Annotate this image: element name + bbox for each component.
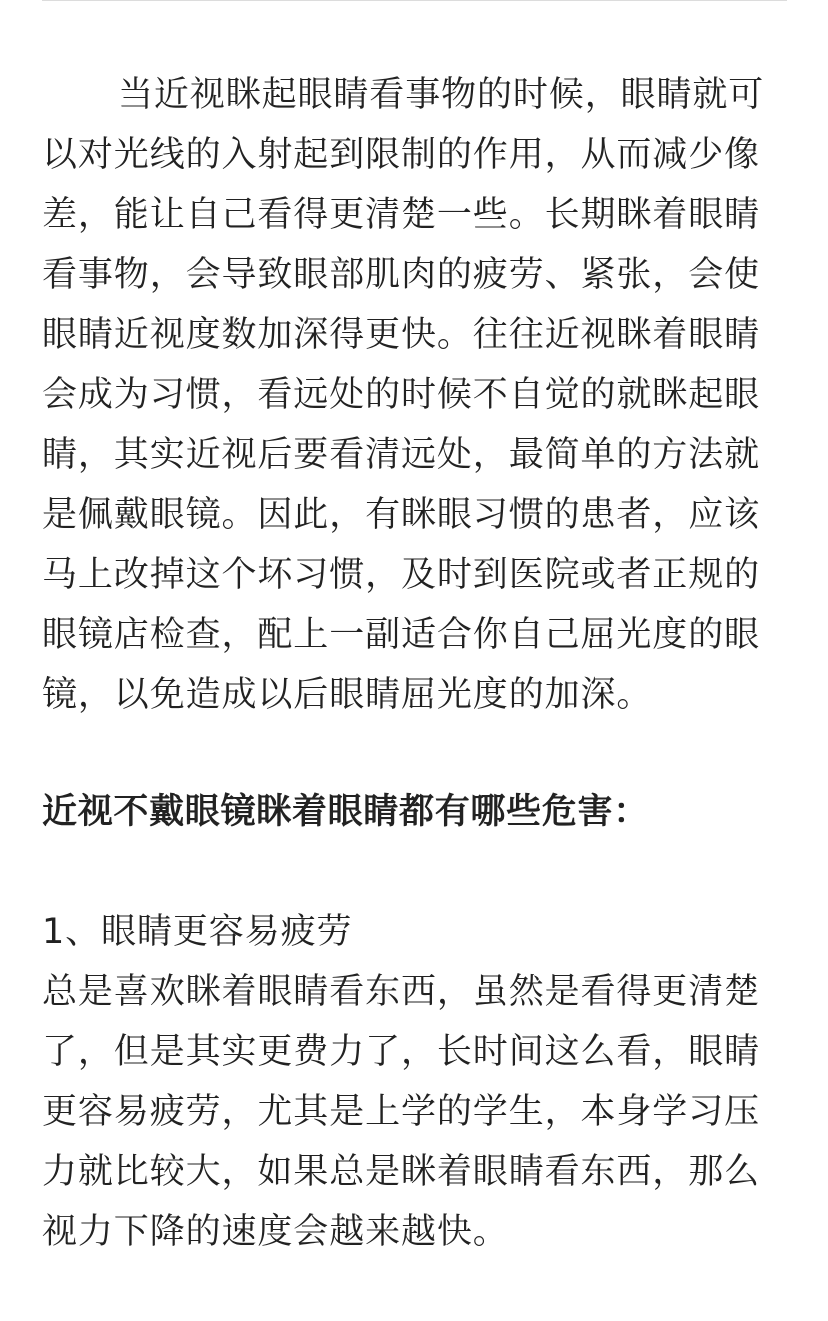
list-item-title: 1、眼睛更容易疲劳 bbox=[42, 912, 353, 952]
section-heading: 近视不戴眼镜眯着眼睛都有哪些危害： bbox=[42, 792, 649, 832]
paragraph-line: 了，但是其实更费力了，长时间这么看，眼睛 bbox=[42, 1032, 761, 1072]
paragraph-line: 看事物，会导致眼部肌肉的疲劳、紧张，会使 bbox=[42, 255, 761, 295]
paragraph-line: 镜，以免造成以后眼睛屈光度的加深。 bbox=[42, 675, 653, 715]
paragraph-line: 当近视眯起眼睛看事物的时候，眼睛就可 bbox=[118, 75, 765, 115]
paragraph-line: 眼镜店检查，配上一副适合你自己屈光度的眼 bbox=[42, 615, 761, 655]
top-divider bbox=[42, 0, 787, 1]
paragraph-line: 马上改掉这个坏习惯，及时到医院或者正规的 bbox=[42, 555, 761, 595]
paragraph-line: 眼睛近视度数加深得更快。往往近视眯着眼睛 bbox=[42, 315, 761, 355]
paragraph-line: 总是喜欢眯着眼睛看东西，虽然是看得更清楚 bbox=[42, 972, 761, 1012]
paragraph-line: 以对光线的入射起到限制的作用，从而减少像 bbox=[42, 135, 761, 175]
paragraph-line: 力就比较大，如果总是眯着眼睛看东西，那么 bbox=[42, 1152, 761, 1192]
paragraph-line: 睛，其实近视后要看清远处，最简单的方法就 bbox=[42, 435, 761, 475]
paragraph-line: 差，能让自己看得更清楚一些。长期眯着眼睛 bbox=[42, 195, 761, 235]
paragraph-line: 会成为习惯，看远处的时候不自觉的就眯起眼 bbox=[42, 375, 761, 415]
paragraph-line: 更容易疲劳，尤其是上学的学生，本身学习压 bbox=[42, 1092, 761, 1132]
paragraph-line: 是佩戴眼镜。因此，有眯眼习惯的患者，应该 bbox=[42, 495, 761, 535]
paragraph-line: 视力下降的速度会越来越快。 bbox=[42, 1212, 509, 1252]
